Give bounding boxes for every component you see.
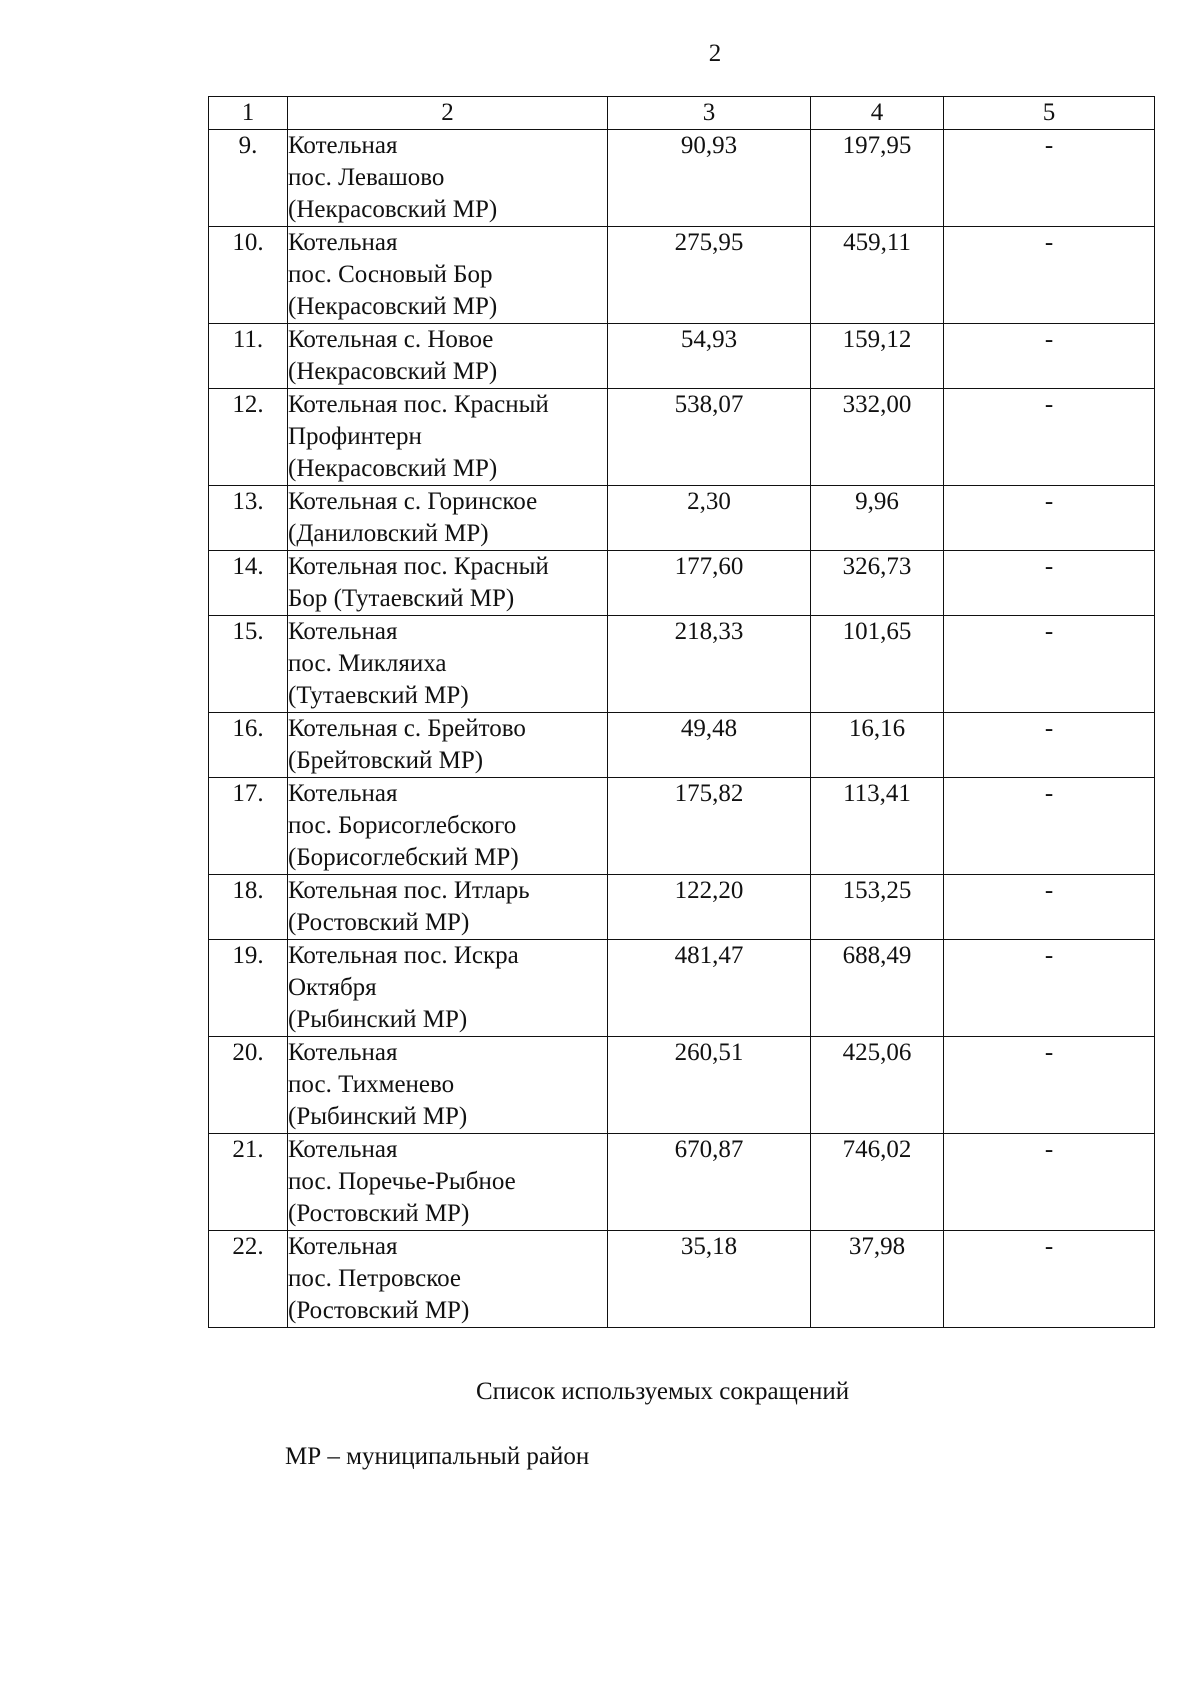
value-column-3: 260,51 <box>608 1037 811 1134</box>
boiler-name-line: Котельная <box>288 1136 398 1163</box>
boiler-name-line: Котельная <box>288 618 398 645</box>
column-header-3: 3 <box>608 97 811 130</box>
boiler-name <box>288 940 608 1037</box>
value-column-5: - <box>944 778 1155 875</box>
row-number: 10. <box>209 227 288 324</box>
table-row <box>209 940 1155 1037</box>
value-column-5: - <box>944 713 1155 778</box>
boiler-name-line: Котельная пос. Красный <box>288 553 549 580</box>
value-column-5: - <box>944 1231 1155 1328</box>
boiler-name-line: (Ростовский МР) <box>288 1200 470 1227</box>
value-column-5: - <box>944 130 1155 227</box>
boiler-name-line: Котельная с. Горинское <box>288 488 538 515</box>
boiler-name-line: Котельная <box>288 132 398 159</box>
boiler-name-line: (Некрасовский МР) <box>288 293 498 320</box>
value-column-3: 275,95 <box>608 227 811 324</box>
table-row <box>209 875 1155 940</box>
boiler-name-line: пос. Сосновый Бор <box>288 261 493 288</box>
boiler-name-line: пос. Борисоглебского <box>288 812 517 839</box>
boiler-name-line: Котельная пос. Итларь <box>288 877 530 904</box>
boiler-name <box>288 486 608 551</box>
value-column-3: 670,87 <box>608 1134 811 1231</box>
value-column-4: 459,11 <box>811 227 944 324</box>
boiler-name <box>288 227 608 324</box>
value-column-5: - <box>944 389 1155 486</box>
row-number: 19. <box>209 940 288 1037</box>
boiler-name <box>288 713 608 778</box>
table-row <box>209 227 1155 324</box>
boiler-name <box>288 1231 608 1328</box>
boiler-name-line: пос. Левашово <box>288 164 445 191</box>
value-column-3: 35,18 <box>608 1231 811 1328</box>
boiler-name-line: (Некрасовский МР) <box>288 455 498 482</box>
table-body <box>209 130 1155 1328</box>
value-column-5: - <box>944 1134 1155 1231</box>
table-row <box>209 713 1155 778</box>
value-column-5: - <box>944 616 1155 713</box>
boiler-name <box>288 1037 608 1134</box>
value-column-4: 332,00 <box>811 389 944 486</box>
boiler-name-line: Котельная <box>288 780 398 807</box>
boiler-name <box>288 389 608 486</box>
value-column-3: 175,82 <box>608 778 811 875</box>
row-number: 14. <box>209 551 288 616</box>
boiler-name-line: (Брейтовский МР) <box>288 747 484 774</box>
table-row <box>209 1231 1155 1328</box>
value-column-5: - <box>944 940 1155 1037</box>
row-number: 16. <box>209 713 288 778</box>
boiler-name <box>288 551 608 616</box>
page-number: 2 <box>708 40 722 67</box>
row-number: 17. <box>209 778 288 875</box>
boiler-name-line: (Ростовский МР) <box>288 909 470 936</box>
boiler-name-line: пос. Тихменево <box>288 1071 455 1098</box>
boiler-name <box>288 616 608 713</box>
value-column-4: 326,73 <box>811 551 944 616</box>
table-row <box>209 1037 1155 1134</box>
row-number: 22. <box>209 1231 288 1328</box>
boiler-name-line: пос. Петровское <box>288 1265 462 1292</box>
boiler-name-line: (Борисоглебский МР) <box>288 844 519 871</box>
value-column-3: 2,30 <box>608 486 811 551</box>
value-column-4: 101,65 <box>811 616 944 713</box>
value-column-5: - <box>944 875 1155 940</box>
abbreviation-item: МР – муниципальный район <box>285 1443 590 1470</box>
value-column-3: 177,60 <box>608 551 811 616</box>
value-column-3: 90,93 <box>608 130 811 227</box>
value-column-3: 49,48 <box>608 713 811 778</box>
table-row <box>209 1134 1155 1231</box>
table-row <box>209 616 1155 713</box>
column-header-1: 1 <box>209 97 288 130</box>
value-column-5: - <box>944 227 1155 324</box>
table-row <box>209 130 1155 227</box>
boiler-name-line: (Рыбинский МР) <box>288 1103 468 1130</box>
row-number: 18. <box>209 875 288 940</box>
table-row <box>209 389 1155 486</box>
boiler-name-line: Котельная пос. Искра <box>288 942 519 969</box>
value-column-3: 538,07 <box>608 389 811 486</box>
value-column-5: - <box>944 324 1155 389</box>
table-container <box>208 96 1154 1328</box>
column-header-4: 4 <box>811 97 944 130</box>
abbreviations-title: Список используемых сокращений <box>476 1378 850 1405</box>
boiler-name-line: (Некрасовский МР) <box>288 196 498 223</box>
boiler-name-line: (Ростовский МР) <box>288 1297 470 1324</box>
boiler-name-line: Котельная <box>288 229 398 256</box>
value-column-4: 197,95 <box>811 130 944 227</box>
row-number: 9. <box>209 130 288 227</box>
table-row <box>209 486 1155 551</box>
value-column-4: 746,02 <box>811 1134 944 1231</box>
boiler-name-line: Котельная <box>288 1039 398 1066</box>
value-column-4: 16,16 <box>811 713 944 778</box>
value-column-4: 9,96 <box>811 486 944 551</box>
boiler-name-line: Профинтерн <box>288 423 422 450</box>
value-column-4: 153,25 <box>811 875 944 940</box>
row-number: 21. <box>209 1134 288 1231</box>
header-row <box>209 97 1155 130</box>
row-number: 20. <box>209 1037 288 1134</box>
boiler-name-line: Котельная <box>288 1233 398 1260</box>
value-column-4: 159,12 <box>811 324 944 389</box>
boiler-name-line: Котельная пос. Красный <box>288 391 549 418</box>
boiler-name-line: Котельная с. Новое <box>288 326 494 353</box>
column-header-2: 2 <box>288 97 608 130</box>
value-column-3: 54,93 <box>608 324 811 389</box>
row-number: 12. <box>209 389 288 486</box>
boiler-name <box>288 324 608 389</box>
boiler-name <box>288 1134 608 1231</box>
row-number: 15. <box>209 616 288 713</box>
boiler-name-line: Бор (Тутаевский МР) <box>288 585 515 612</box>
boiler-name-line: пос. Поречье-Рыбное <box>288 1168 516 1195</box>
value-column-5: - <box>944 1037 1155 1134</box>
value-column-4: 425,06 <box>811 1037 944 1134</box>
table-row <box>209 551 1155 616</box>
boiler-name-line: (Тутаевский МР) <box>288 682 469 709</box>
boiler-name <box>288 130 608 227</box>
boiler-name-line: (Даниловский МР) <box>288 520 489 547</box>
boiler-name-line: пос. Микляиха <box>288 650 447 677</box>
value-column-5: - <box>944 486 1155 551</box>
table-row <box>209 324 1155 389</box>
row-number: 11. <box>209 324 288 389</box>
value-column-4: 37,98 <box>811 1231 944 1328</box>
boiler-name <box>288 875 608 940</box>
value-column-3: 481,47 <box>608 940 811 1037</box>
boiler-name-line: Октября <box>288 974 377 1001</box>
value-column-5: - <box>944 551 1155 616</box>
boiler-name <box>288 778 608 875</box>
value-column-4: 113,41 <box>811 778 944 875</box>
value-column-3: 218,33 <box>608 616 811 713</box>
boiler-name-line: (Некрасовский МР) <box>288 358 498 385</box>
column-header-5: 5 <box>944 97 1155 130</box>
boiler-name-line: Котельная с. Брейтово <box>288 715 526 742</box>
value-column-4: 688,49 <box>811 940 944 1037</box>
value-column-3: 122,20 <box>608 875 811 940</box>
table-row <box>209 778 1155 875</box>
row-number: 13. <box>209 486 288 551</box>
boiler-name-line: (Рыбинский МР) <box>288 1006 468 1033</box>
data-table <box>208 96 1155 1328</box>
